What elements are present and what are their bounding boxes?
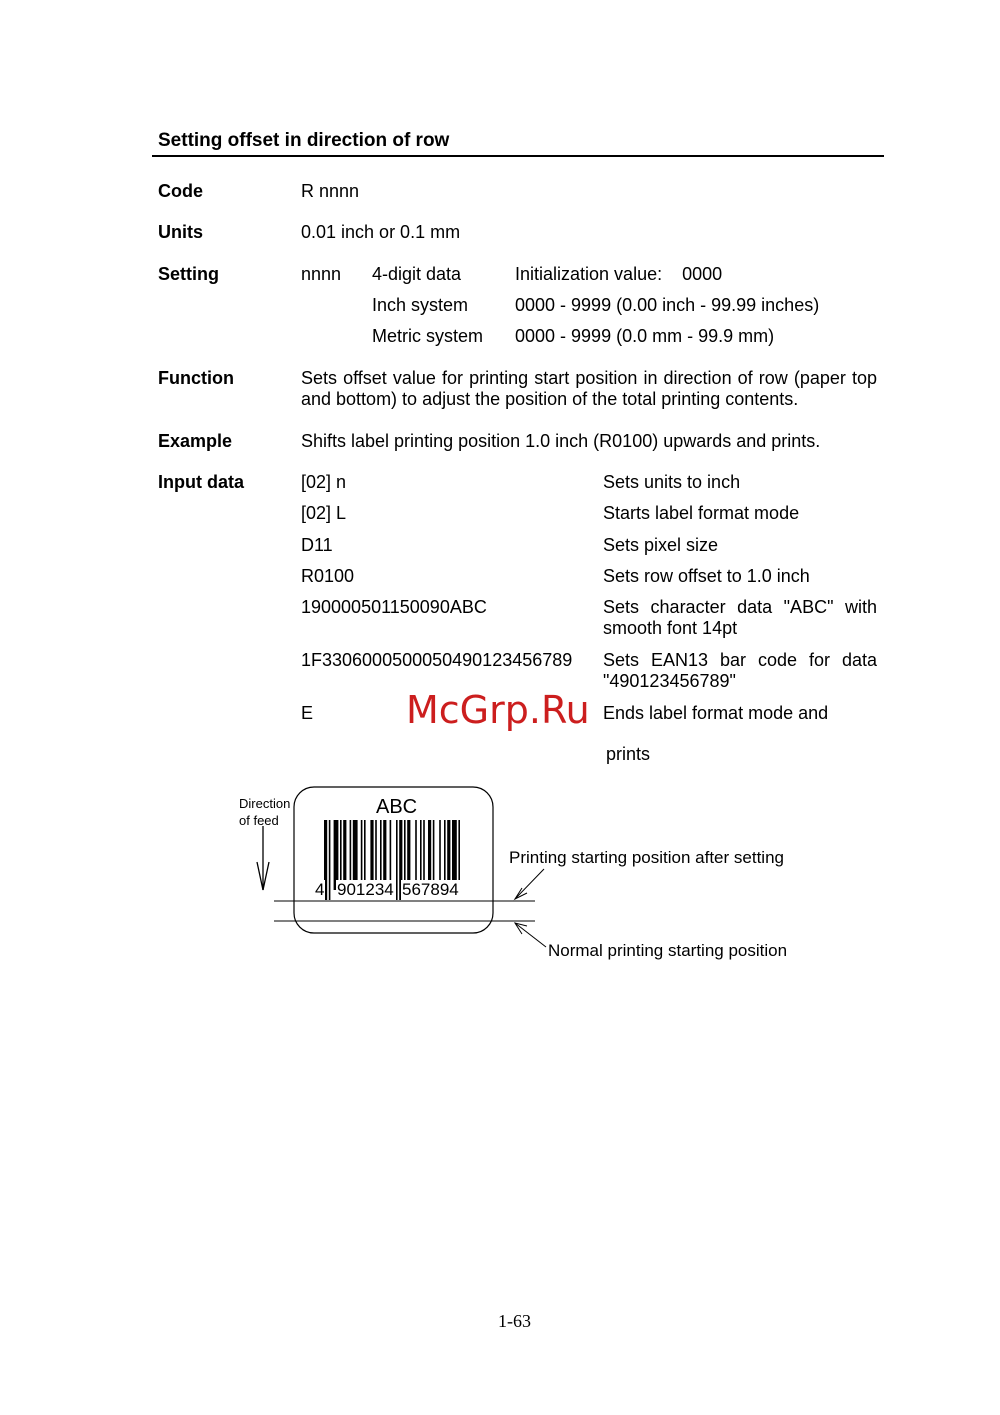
pointer-arrow-icon [515, 869, 544, 899]
input-data-trailing: prints [606, 744, 651, 764]
barcode-bar [329, 820, 331, 900]
pointer-arrow-icon [515, 923, 546, 947]
page-number: 1-63 [498, 1311, 531, 1331]
code-value: R nnnn [301, 181, 360, 201]
function-text: Sets offset value for printing start position in direction of row (paper top and bottom) to adjust the position of the total printing contents. [301, 368, 877, 409]
direction-label [239, 795, 290, 829]
label-abc-text: ABC [376, 796, 418, 818]
input-data-desc: Ends label format mode and [603, 703, 829, 723]
watermark: McGrp.Ru [406, 688, 590, 732]
input-data-desc: Sets pixel size [603, 535, 719, 555]
setting-label: Setting [158, 264, 219, 284]
input-data-desc: Sets character data "ABC" with smooth font 14pt [603, 597, 877, 638]
units-label: Units [158, 222, 203, 242]
after-setting-caption: Printing starting position after setting [509, 848, 784, 867]
input-data-desc: Sets units to inch [603, 472, 741, 492]
barcode-digits-right: 567894 [402, 880, 459, 899]
input-data-desc: Sets EAN13 bar code for data "490123456789" [603, 650, 877, 691]
code-label: Code [158, 181, 203, 201]
normal-position-caption: Normal printing starting position [548, 941, 788, 960]
label-diagram [230, 780, 820, 980]
setting-row-value: Initialization value: 0000 [515, 264, 723, 284]
setting-row-value: 0000 - 9999 (0.0 mm - 99.9 mm) [515, 326, 775, 346]
input-data-code: E [301, 703, 314, 723]
title-rule [152, 155, 884, 157]
input-data-code: 1F3306000500050490123456789 [301, 650, 573, 670]
input-data-code: 190000501150090ABC [301, 597, 487, 617]
input-data-code: [02] L [301, 503, 347, 523]
input-data-code: [02] n [301, 472, 347, 492]
function-label: Function [158, 368, 234, 388]
barcode-digits-left: 901234 [337, 880, 394, 899]
example-label: Example [158, 431, 233, 451]
units-value: 0.01 inch or 0.1 mm [301, 222, 461, 242]
input-data-desc: Starts label format mode [603, 503, 800, 523]
barcode-first-digit: 4 [315, 880, 325, 899]
input-data-label: Input data [158, 472, 244, 492]
direction-label-line: of feed [239, 813, 279, 828]
input-data-code: R0100 [301, 566, 355, 586]
setting-row-name: 4-digit data [372, 264, 462, 284]
section-title: Setting offset in direction of row [158, 130, 450, 151]
direction-label-line: Direction [239, 796, 291, 811]
example-text: Shifts label printing position 1.0 inch (R0100) upwards and prints. [301, 431, 821, 451]
setting-row-name: Inch system [372, 295, 469, 315]
barcode-bar [396, 820, 398, 900]
setting-row-value: 0000 - 9999 (0.00 inch - 99.99 inches) [515, 295, 820, 315]
input-data-code: D11 [301, 535, 333, 555]
input-data-desc: Sets row offset to 1.0 inch [603, 566, 810, 586]
setting-row-name: Metric system [372, 326, 484, 346]
setting-param: nnnn [301, 264, 342, 284]
